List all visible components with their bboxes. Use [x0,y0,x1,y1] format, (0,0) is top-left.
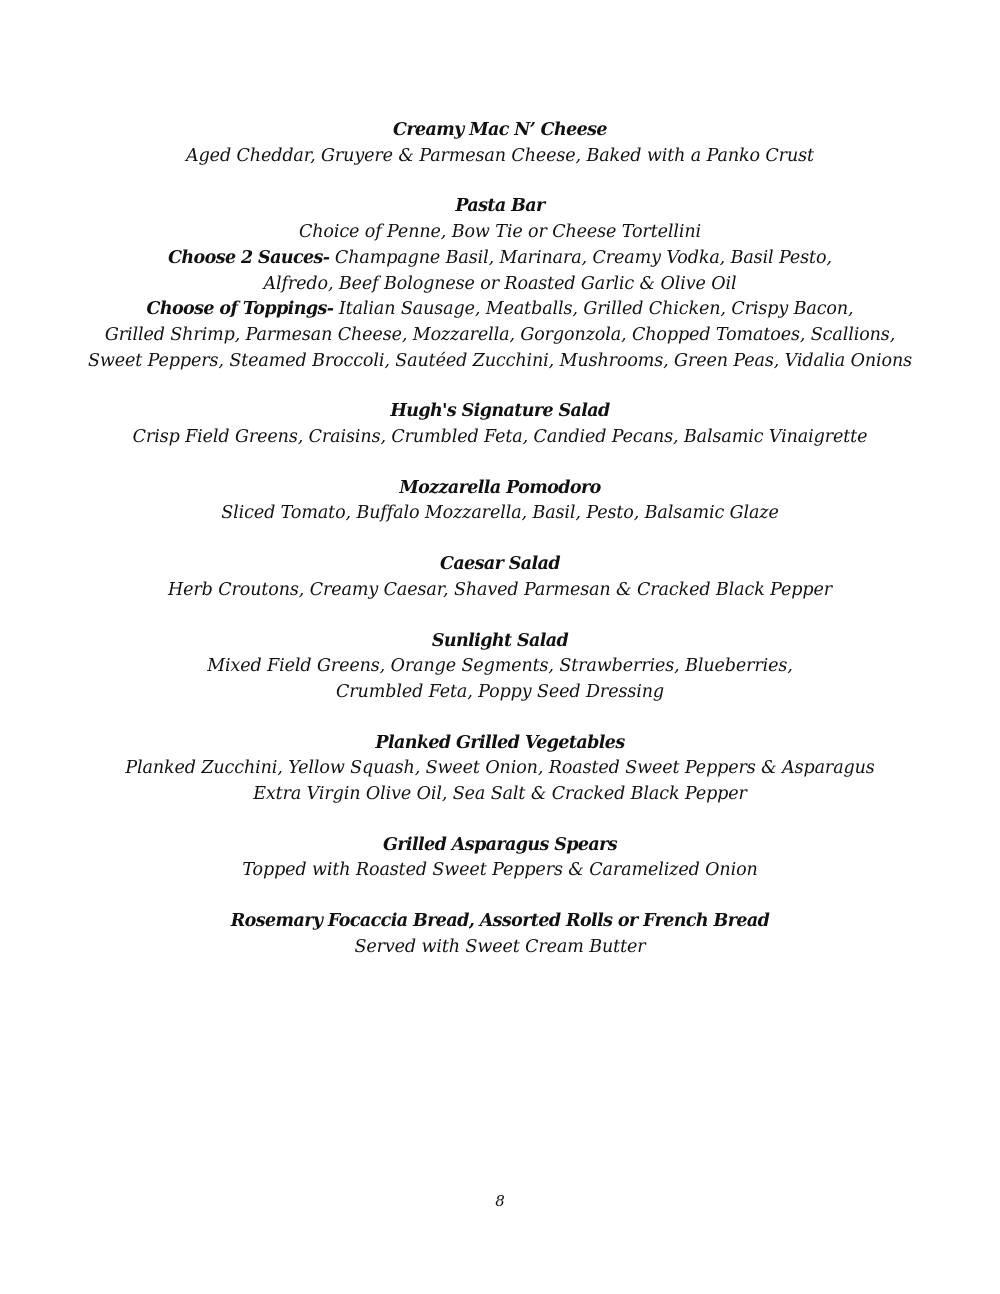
menu-item-grilled-vegetables [60,731,940,808]
menu-item-title: Pasta Bar [455,196,545,217]
menu-item-description: Choice of Penne, Bow Tie or Cheese Tortellini [298,222,702,243]
sauces-line-2: Alfredo, Beef Bolognese or Roasted Garlic & Olive Oil [263,273,737,294]
menu-item-mac-n-cheese [60,118,940,169]
menu-item-title: Grilled Asparagus Spears [382,834,618,855]
sauces-line [60,246,940,272]
toppings-line-3: Sweet Peppers, Steamed Broccoli, Sautéed Zucchini, Mushrooms, Green Peas, Vidalia Onions [87,350,912,371]
menu-item-asparagus-spears [60,833,940,884]
menu-item-bread [60,909,940,960]
menu-item-description: Planked Zucchini, Yellow Squash, Sweet Onion, Roasted Sweet Peppers & Asparagus [125,758,875,779]
menu-item-description: Mixed Field Greens, Orange Segments, Strawberries, Blueberries, [207,656,793,677]
menu-item-signature-salad [60,399,940,450]
menu-list [60,118,940,986]
menu-item-caesar-salad [60,552,940,603]
menu-item-description: Aged Cheddar, Gruyere & Parmesan Cheese, Baked with a Panko Crust [186,145,814,166]
menu-item-description: Herb Croutons, Creamy Caesar, Shaved Parmesan & Cracked Black Pepper [167,579,833,600]
menu-item-description: Crumbled Feta, Poppy Seed Dressing [336,681,664,702]
menu-item-pasta-bar [60,194,940,374]
menu-item-description: Served with Sweet Cream Butter [354,936,646,957]
menu-item-title: Sunlight Salad [431,630,569,651]
menu-item-description: Topped with Roasted Sweet Peppers & Caramelized Onion [242,860,758,881]
menu-item-description: Crisp Field Greens, Craisins, Crumbled Feta, Candied Pecans, Balsamic Vinaigrette [132,427,868,448]
menu-item-sunlight-salad [60,629,940,706]
menu-item-description: Sliced Tomato, Buffalo Mozzarella, Basil, Pesto, Balsamic Glaze [221,503,779,524]
sauces-text: Champagne Basil, Marinara, Creamy Vodka, Basil Pesto, [329,247,832,268]
menu-item-title: Mozzarella Pomodoro [399,477,601,498]
menu-item-description: Extra Virgin Olive Oil, Sea Salt & Cracked Black Pepper [253,784,747,805]
page-number: 8 [495,1192,505,1210]
menu-item-mozzarella-pomodoro [60,476,940,527]
menu-item-title: Rosemary Focaccia Bread, Assorted Rolls or French Bread [230,911,770,932]
toppings-label: Choose of Toppings- [146,299,334,320]
toppings-line [60,297,940,323]
menu-item-title: Hugh's Signature Salad [390,401,610,422]
menu-item-title: Planked Grilled Vegetables [375,732,625,753]
toppings-line-2: Grilled Shrimp, Parmesan Cheese, Mozzarella, Gorgonzola, Chopped Tomatoes, Scallions, [104,324,896,345]
menu-item-title: Creamy Mac N’ Cheese [393,120,607,140]
sauces-label: Choose 2 Sauces- [168,247,330,268]
menu-item-title: Caesar Salad [440,554,560,575]
toppings-text: Italian Sausage, Meatballs, Grilled Chicken, Crispy Bacon, [333,299,854,320]
